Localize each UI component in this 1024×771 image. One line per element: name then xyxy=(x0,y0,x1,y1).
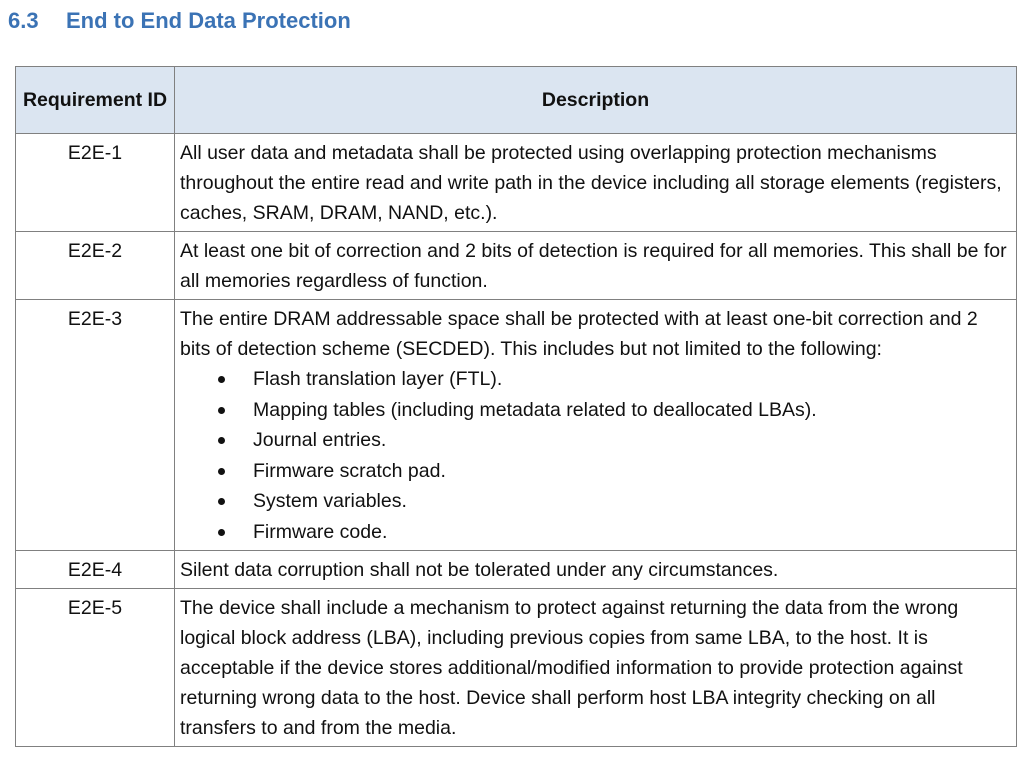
requirement-id-cell: E2E-2 xyxy=(16,232,175,300)
bullet-dot-icon xyxy=(218,407,225,414)
table-row xyxy=(16,551,1017,589)
bullet-text: Flash translation layer (FTL). xyxy=(253,368,503,390)
description-cell[interactable]: Silent data corruption shall not be tolerated under any circumstances. xyxy=(175,551,1017,589)
table-row xyxy=(16,589,1017,747)
bullet-item xyxy=(253,395,1012,426)
bullet-text: Journal entries. xyxy=(253,429,387,451)
table-row xyxy=(16,134,1017,232)
requirement-id-cell: E2E-3 xyxy=(16,300,175,551)
bullet-item xyxy=(253,517,1012,548)
requirement-id-cell: E2E-1 xyxy=(16,134,175,232)
header-requirement-id: Requirement ID xyxy=(16,67,175,134)
description-cell[interactable]: At least one bit of correction and 2 bits of detection is required for all memories. This shall be for all memories regardless of function. xyxy=(175,232,1017,300)
section-title: End to End Data Protection xyxy=(66,8,351,33)
bullet-text: Mapping tables (including metadata related to deallocated LBAs). xyxy=(253,398,817,421)
bullet-dot-icon xyxy=(218,498,225,505)
bullet-dot-icon xyxy=(218,437,225,444)
bullet-dot-icon xyxy=(218,376,225,383)
bullet-text: Firmware code. xyxy=(253,520,388,543)
description-cell[interactable]: The device shall include a mechanism to protect against returning the data from the wrong logical block address (LBA), including previous copies from same LBA, to the host. It is acceptable if the device stores additional/modified information to provide protection against returning wrong data to the host. Device shall perform host LBA integrity checking on all transfers to and from the media. xyxy=(175,589,1017,747)
bullet-dot-icon xyxy=(218,468,225,475)
description-text: The entire DRAM addressable space shall be protected with at least one-bit correction and 2 bits of detection scheme (SECDED). This includes but not limited to the following: xyxy=(180,308,978,360)
table-header-row xyxy=(16,67,1017,134)
bullet-item xyxy=(253,486,1012,517)
table-row xyxy=(16,232,1017,300)
section-number: 6.3 xyxy=(8,8,39,33)
description-cell[interactable]: All user data and metadata shall be protected using overlapping protection mechanisms throughout the entire read and write path in the device including all storage elements (registers, caches, SRAM, DRAM, NAND, etc.). xyxy=(175,134,1017,232)
description-cell[interactable] xyxy=(175,300,1017,551)
bullet-dot-icon xyxy=(218,529,225,536)
requirements-table xyxy=(15,66,1017,747)
section-heading xyxy=(8,8,351,34)
bullet-text: Firmware scratch pad. xyxy=(253,459,446,482)
bullet-list xyxy=(180,364,1012,547)
requirement-id-cell: E2E-5 xyxy=(16,589,175,747)
bullet-text: System variables. xyxy=(253,490,407,512)
table-row xyxy=(16,300,1017,551)
bullet-item xyxy=(253,364,1012,395)
bullet-item xyxy=(253,456,1012,487)
bullet-item xyxy=(253,425,1012,456)
header-description: Description xyxy=(175,67,1017,134)
requirement-id-cell: E2E-4 xyxy=(16,551,175,589)
